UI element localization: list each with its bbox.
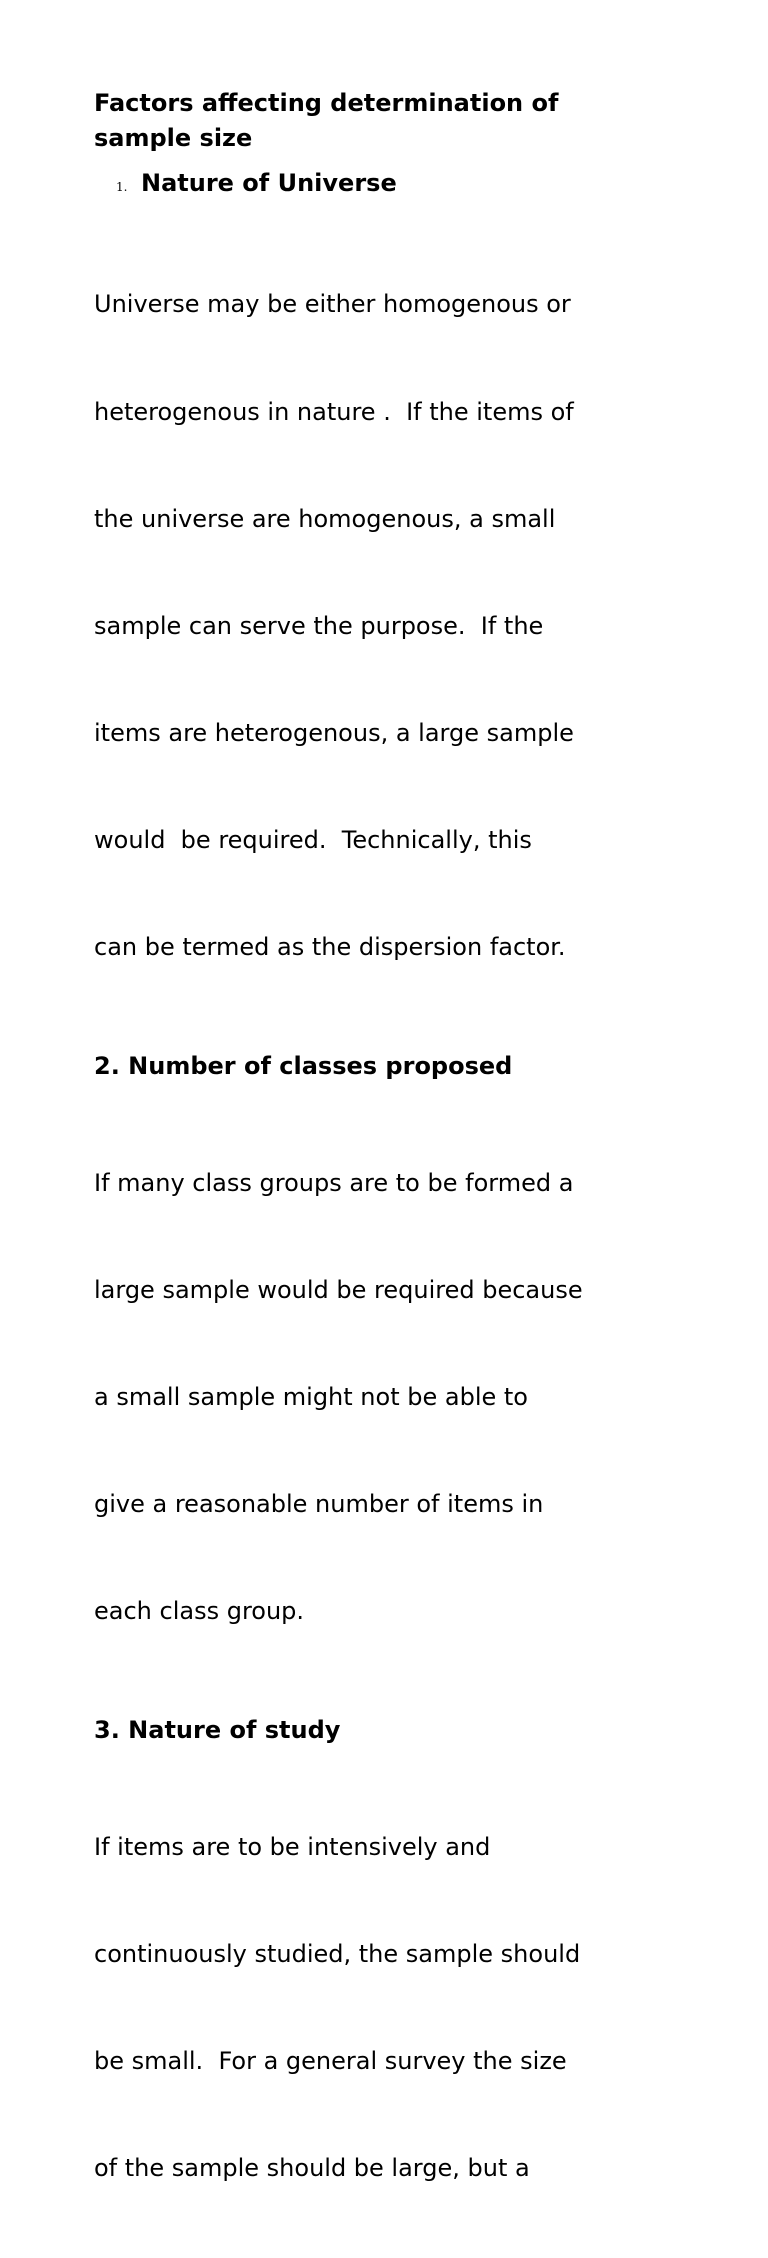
section-2-heading: 2. Number of classes proposed — [94, 1052, 513, 1081]
paragraph-line: items are heterogenous, a large sample — [94, 718, 574, 747]
title-line-2: sample size — [94, 124, 253, 152]
title-line-1: Factors affecting determination of — [94, 89, 559, 117]
paragraph-line: each class group. — [94, 1597, 305, 1626]
paragraph-line: If many class groups are to be formed a — [94, 1168, 574, 1197]
paragraph-line: give a reasonable number of items in — [94, 1489, 544, 1518]
paragraph-line: a small sample might not be able to — [94, 1382, 528, 1411]
section-3-paragraph — [94, 1758, 694, 2258]
paragraph-line: If items are to be intensively and — [94, 1832, 491, 1861]
section-1-heading — [94, 168, 694, 208]
paragraph-line: of the sample should be large, but a — [94, 2153, 530, 2182]
section-1-heading-text: Nature of Universe — [141, 169, 397, 197]
paragraph-line: can be termed as the dispersion factor. — [94, 933, 566, 962]
paragraph-line: continuously studied, the sample should — [94, 1939, 581, 1968]
document-page — [94, 86, 694, 2258]
section-2-paragraph — [94, 1094, 694, 1701]
paragraph-line: sample can serve the purpose. If the — [94, 611, 544, 640]
paragraph-line: heterogenous in nature . If the items of — [94, 397, 574, 426]
section-3-heading: 3. Nature of study — [94, 1716, 341, 1745]
paragraph-line: the universe are homogenous, a small — [94, 504, 556, 533]
paragraph-line: Universe may be either homogenous or — [94, 290, 571, 319]
document-title — [94, 86, 694, 156]
list-number: 1. — [116, 180, 128, 194]
section-1-paragraph — [94, 216, 694, 1037]
paragraph-line: be small. For a general survey the size — [94, 2046, 567, 2075]
paragraph-line: would be required. Technically, this — [94, 825, 532, 854]
paragraph-line: large sample would be required because — [94, 1275, 583, 1304]
